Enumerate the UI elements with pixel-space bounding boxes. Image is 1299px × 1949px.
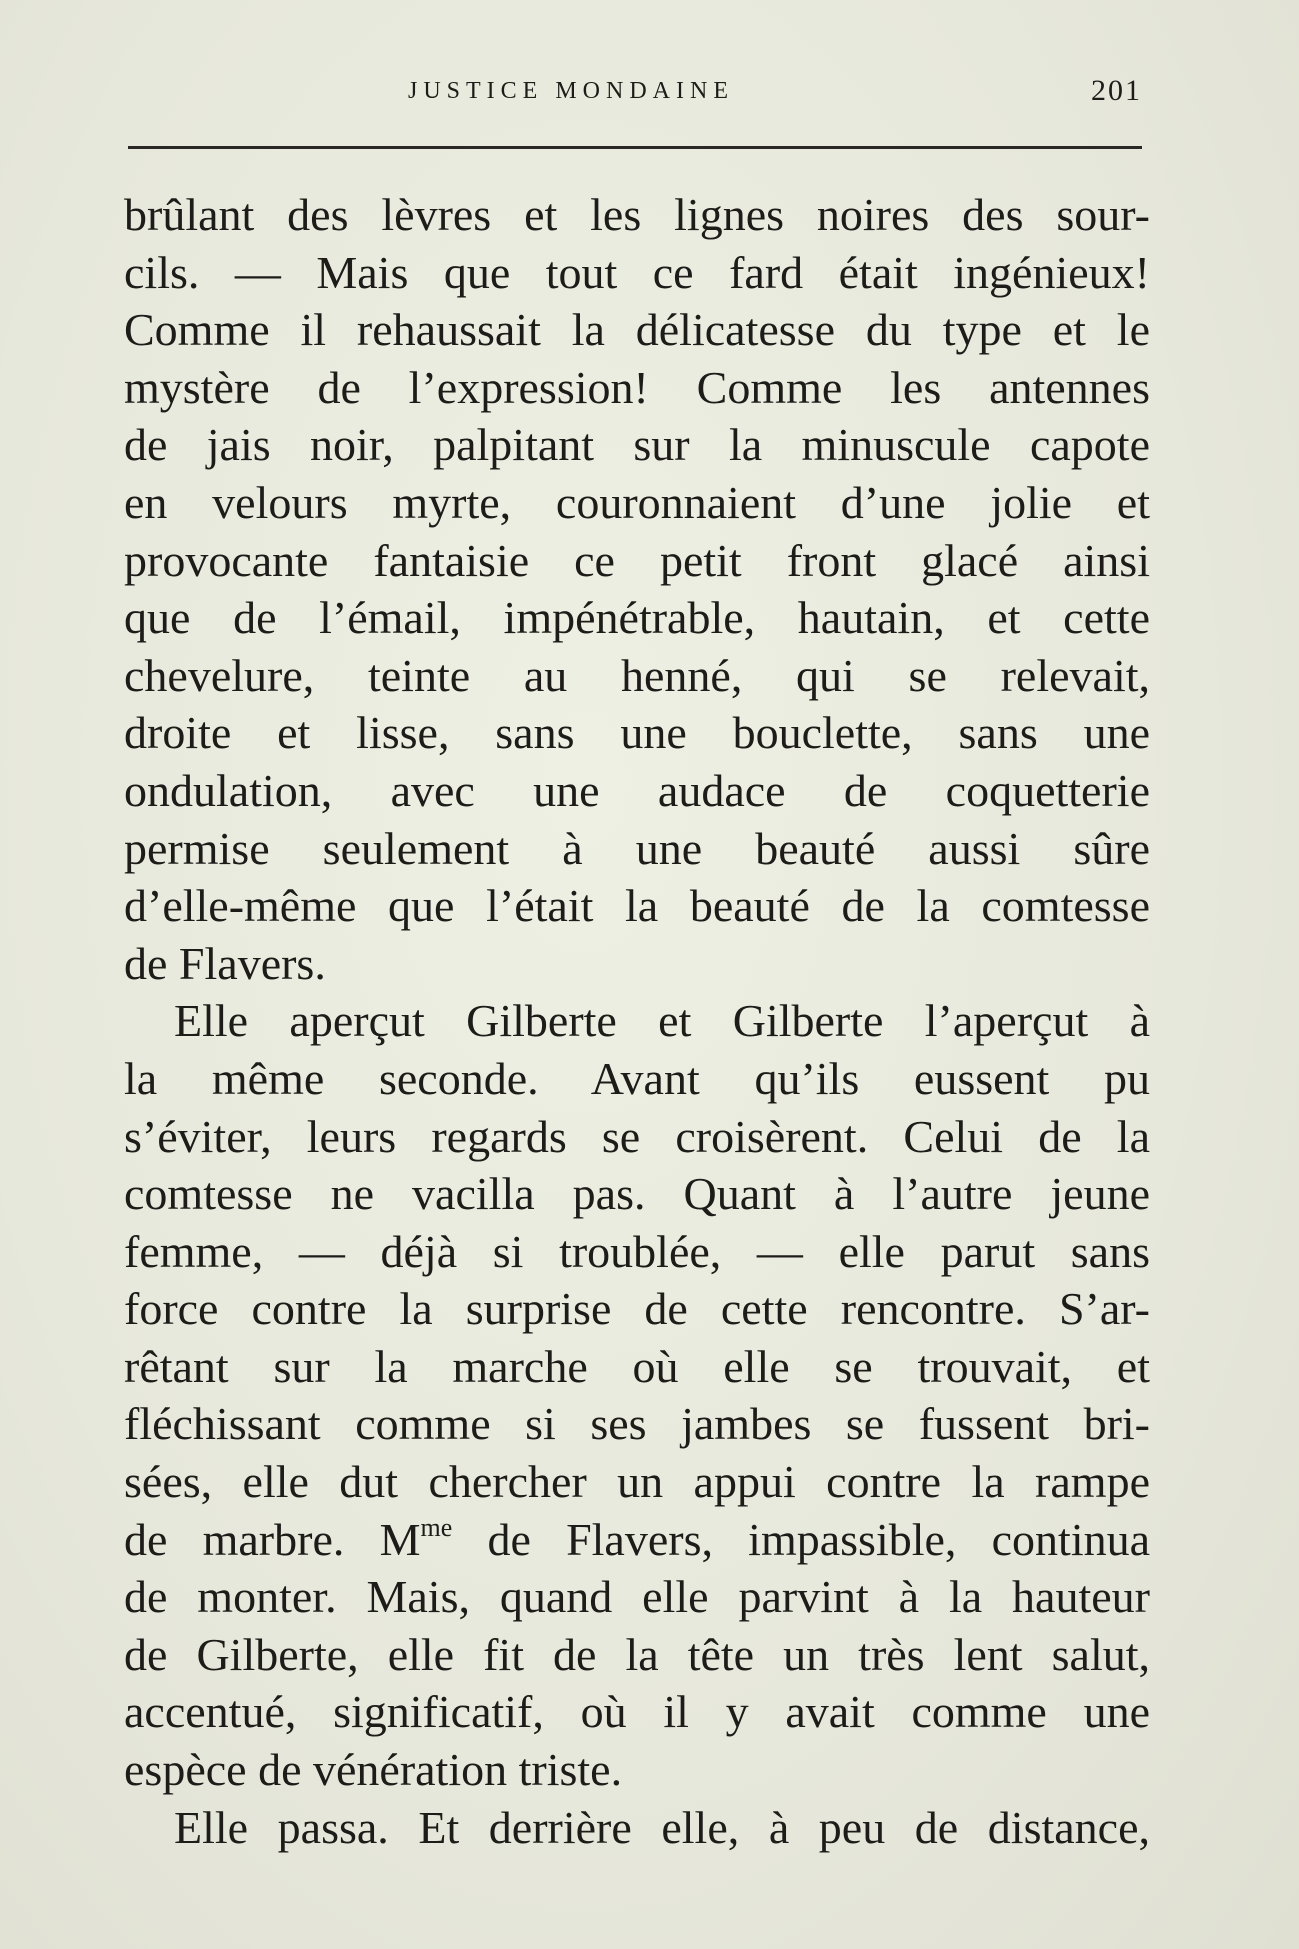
text-line: de jais noir, palpitant sur la minuscule capote [124, 419, 1150, 471]
text-line: la même seconde. Avant qu’ils eussent pu [124, 1052, 1150, 1104]
page-number: 201 [1091, 74, 1142, 107]
text-line: cils. — Mais que tout ce fard était ingénieux! [124, 246, 1150, 298]
paragraph-first-line: Elle aperçut Gilberte et Gilberte l’aperçut à [174, 995, 1150, 1047]
running-head [126, 72, 1142, 112]
text-line: force contre la surprise de cette rencontre. S’ar- [124, 1283, 1150, 1335]
text-line: de monter. Mais, quand elle parvint à la hauteur [124, 1571, 1150, 1623]
text-line: que de l’émail, impénétrable, hautain, et cette [124, 592, 1150, 644]
text-line: permise seulement à une beauté aussi sûre [124, 822, 1150, 874]
text-line: fléchissant comme si ses jambes se fussent bri- [124, 1398, 1150, 1450]
line-rest: de Flavers, impassible, continua [487, 1513, 1151, 1565]
text-line: mystère de l’expression! Comme les antennes [124, 361, 1150, 413]
text-line: provocante fantaisie ce petit front glacé ainsi [124, 534, 1150, 586]
text-line: rêtant sur la marche où elle se trouvait, et [124, 1340, 1150, 1392]
text-line: Comme il rehaussait la délicatesse du type et le [124, 304, 1150, 356]
header-rule [128, 146, 1142, 149]
text-line: brûlant des lèvres et les lignes noires des sour- [124, 189, 1150, 240]
abbrev-base: M [379, 1513, 421, 1565]
text-line: de Flavers. [124, 937, 326, 989]
line-start: de marbre. [124, 1513, 345, 1565]
paragraph-first-line: Elle passa. Et derrière elle, à peu de distance, [174, 1801, 1150, 1853]
text-line: chevelure, teinte au henné, qui se relevait, [124, 649, 1150, 701]
text-line: d’elle-même que l’était la beauté de la comtesse [124, 880, 1150, 932]
text-line-with-abbreviation [124, 1511, 1150, 1569]
text-line: droite et lisse, sans une bouclette, sans une [124, 707, 1150, 759]
text-line: de Gilberte, elle fit de la tête un très lent salut, [124, 1628, 1150, 1680]
abbrev-superscript: me [420, 1512, 453, 1542]
running-title: JUSTICE MONDAINE [408, 78, 734, 104]
body-text [124, 186, 1150, 1856]
text-line: ondulation, avec une audace de coquetterie [124, 764, 1150, 816]
text-line: comtesse ne vacilla pas. Quant à l’autre jeune [124, 1168, 1150, 1220]
text-line: espèce de vénération triste. [124, 1744, 623, 1796]
text-line: sées, elle dut chercher un appui contre la rampe [124, 1456, 1150, 1508]
text-line: s’éviter, leurs regards se croisèrent. Celui de la [124, 1110, 1150, 1162]
text-line: femme, — déjà si troublée, — elle parut sans [124, 1225, 1150, 1277]
text-line: accentué, significatif, où il y avait comme une [124, 1686, 1150, 1738]
text-line: en velours myrte, couronnaient d’une jolie et [124, 476, 1150, 528]
